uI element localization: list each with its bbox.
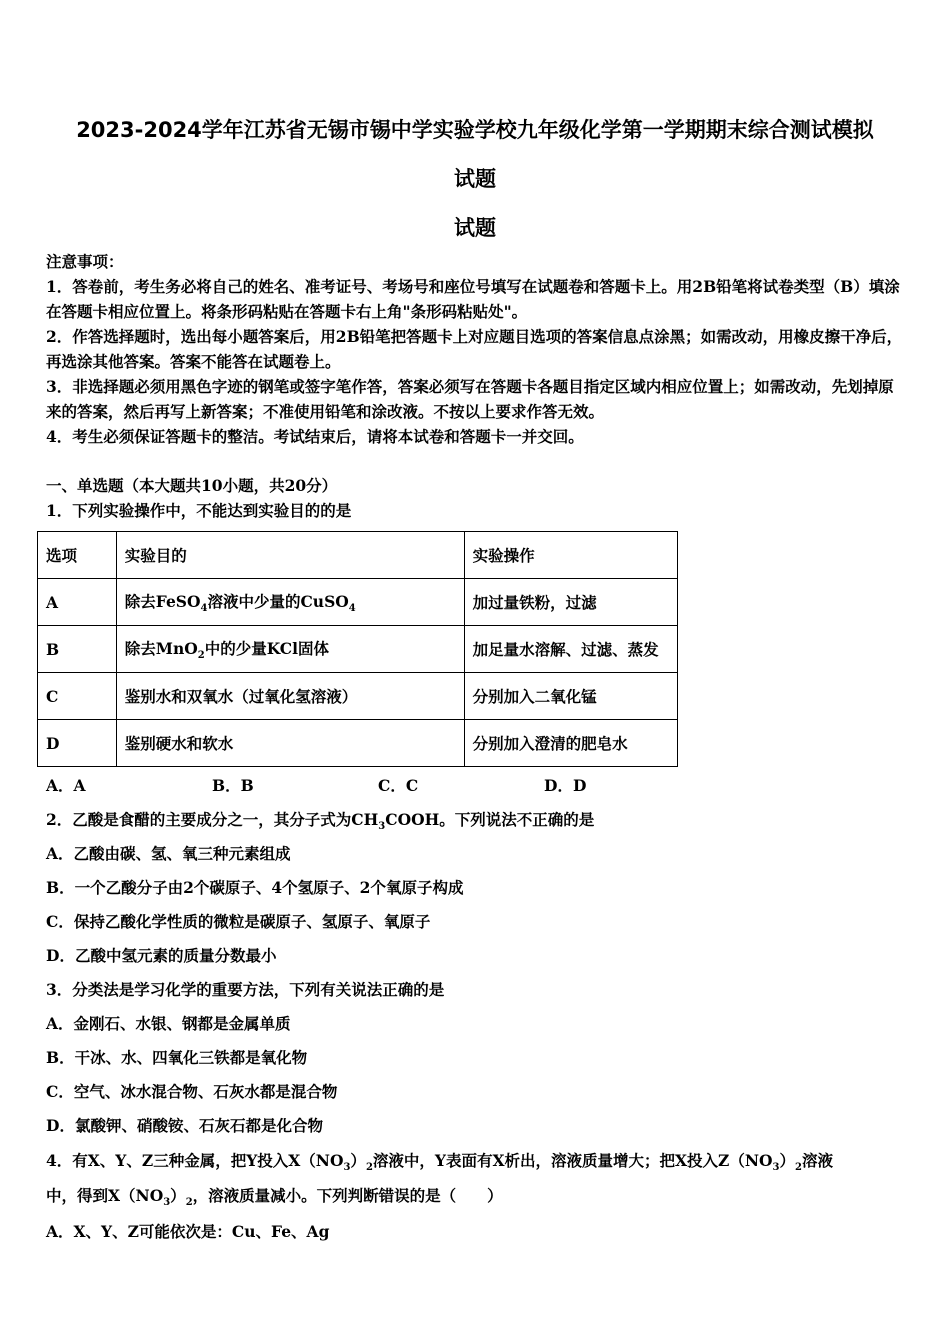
q4-option-a: A．X、Y、Z可能依次是：Cu、Fe、Ag — [46, 1222, 330, 1241]
q1-choices — [46, 774, 710, 796]
table-cell-goal: 除去FeSO$_4$溶液中少量的CuSO$_4$ — [116, 579, 464, 626]
title-line-2: 试题 — [454, 167, 496, 191]
q4-stem-line-2: 中，得到$X(NO_3)_2$，溶液质量减小。下列判断错误的是（ ） — [46, 1186, 503, 1209]
q1-choice-a: A．A — [46, 776, 86, 795]
table-header: 实验操作 — [464, 532, 677, 579]
title-line-3: 试题 — [454, 216, 496, 240]
q1-choice-b: B．B — [212, 776, 254, 795]
table-cell-operation: 分别加入二氧化锰 — [464, 673, 677, 720]
notice-item-4: 4．考生必须保证答题卡的整洁。考试结束后，请将本试卷和答题卡一并交回。 — [46, 427, 584, 446]
table-cell-goal: 除去MnO$_2$中的少量KCl固体 — [116, 626, 464, 673]
q1-stem: 1．下列实验操作中，不能达到实验目的的是 — [46, 501, 352, 520]
q3-stem: 3．分类法是学习化学的重要方法，下列有关说法正确的是 — [46, 980, 445, 999]
table-header-row — [38, 532, 678, 579]
notice-heading: 注意事项： — [46, 252, 124, 271]
q3-option-a: A．金刚石、水银、钢都是金属单质 — [46, 1014, 291, 1033]
q4-stem-line-1: 4．有X、Y、Z三种金属，把Y投入$X(NO_3)_2$溶液中，Y表面有X析出，溶液质量增大；把X投入$Z(NO_3)_2$溶液 — [46, 1151, 833, 1174]
notice-item-3: 3．非选择题必须用黑色字迹的钢笔或签字笔作答，答案必须写在答题卡各题目指定区域内相应位置上；如需改动，先划掉原来的答案，然后再写上新答案；不准使用铅笔和涂改液。不按以上要求作答无效。 — [46, 377, 894, 421]
q3-option-d: D．氯酸钾、硝酸铵、石灰石都是化合物 — [46, 1116, 323, 1135]
section-heading: 一、单选题（本大题共10小题，共20分） — [46, 476, 338, 495]
notice-item-1: 1．答卷前，考生务必将自己的姓名、准考证号、考场号和座位号填写在试题卷和答题卡上。用2B铅笔将试卷类型（B）填涂在答题卡相应位置上。将条形码粘贴在答题卡右上角"条形码粘贴处"。 — [46, 277, 900, 321]
q2-stem: 2．乙酸是食醋的主要成分之一，其分子式为$CH_3COOH$。下列说法不正确的是 — [46, 810, 595, 833]
q3-option-c: C．空气、冰水混合物、石灰水都是混合物 — [46, 1082, 338, 1101]
table-row — [38, 673, 678, 720]
q1-choice-c: C．C — [378, 776, 419, 795]
q3-option-b: B．干冰、水、四氧化三铁都是氧化物 — [46, 1048, 308, 1067]
q1-table — [37, 531, 678, 767]
table-row — [38, 626, 678, 673]
table-cell-option: A — [38, 579, 117, 626]
table-row — [38, 579, 678, 626]
table-cell-option: C — [38, 673, 117, 720]
table-cell-goal: 鉴别硬水和软水 — [116, 720, 464, 767]
table-cell-operation: 分别加入澄清的肥皂水 — [464, 720, 677, 767]
q2-option-a: A．乙酸由碳、氢、氧三种元素组成 — [46, 844, 291, 863]
table-cell-operation: 加过量铁粉，过滤 — [464, 579, 677, 626]
q2-option-c: C．保持乙酸化学性质的微粒是碳原子、氢原子、氧原子 — [46, 912, 431, 931]
table-cell-option: D — [38, 720, 117, 767]
q2-option-b: B．一个乙酸分子由2个碳原子、4个氢原子、2个氧原子构成 — [46, 878, 464, 897]
table-cell-option: B — [38, 626, 117, 673]
table-header: 实验目的 — [116, 532, 464, 579]
notice-item-2: 2．作答选择题时，选出每小题答案后，用2B铅笔把答题卡上对应题目选项的答案信息点涂黑；如需改动，用橡皮擦干净后，再选涂其他答案。答案不能答在试题卷上。 — [46, 327, 903, 371]
q1-choice-d: D．D — [544, 776, 587, 795]
table-cell-operation: 加足量水溶解、过滤、蒸发 — [464, 626, 677, 673]
title-line-1: 2023-2024学年江苏省无锡市锡中学实验学校九年级化学第一学期期末综合测试模拟 — [76, 118, 874, 142]
table-row — [38, 720, 678, 767]
notice-section — [46, 249, 906, 449]
table-header: 选项 — [38, 532, 117, 579]
q2-option-d: D．乙酸中氢元素的质量分数最小 — [46, 946, 277, 965]
table-cell-goal: 鉴别水和双氧水（过氧化氢溶液） — [116, 673, 464, 720]
